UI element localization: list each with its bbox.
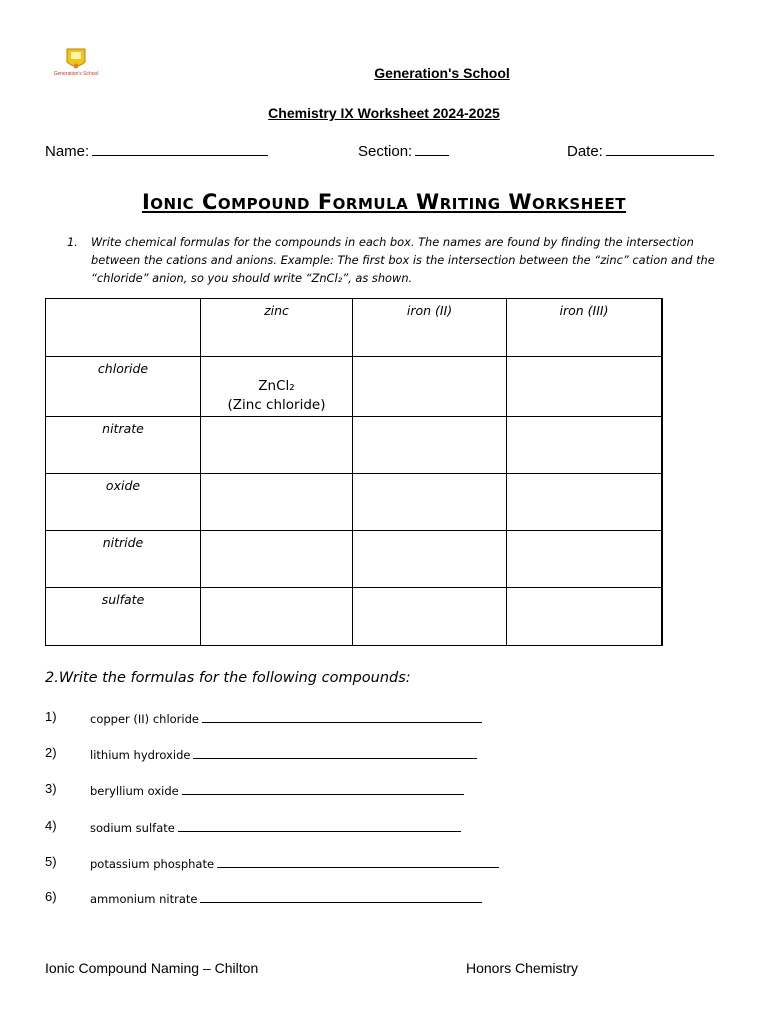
date-blank[interactable] (606, 141, 714, 156)
question-number: 4) (45, 818, 57, 833)
column-header-cell (507, 299, 663, 357)
answer-cell[interactable] (507, 531, 663, 588)
row-header-cell (46, 417, 201, 474)
question-1-number: 1. (67, 235, 78, 249)
example-answer (201, 357, 352, 415)
answer-cell[interactable] (201, 357, 353, 417)
cation-header: iron (II) (406, 303, 453, 318)
row-header-cell (46, 588, 201, 646)
answer-cell[interactable] (353, 588, 507, 646)
question-text: copper (II) chloride (90, 712, 199, 726)
example-formula: ZnCl₂ (258, 378, 295, 394)
answer-cell[interactable] (201, 417, 353, 474)
footer-right: Honors Chemistry (466, 960, 579, 976)
question-number: 6) (45, 889, 57, 904)
name-field[interactable] (45, 141, 268, 160)
question-number: 2) (45, 745, 57, 760)
question-number: 3) (45, 781, 57, 796)
section-field[interactable] (358, 141, 449, 160)
row-header-cell (46, 357, 201, 417)
name-blank[interactable] (92, 141, 268, 156)
corner-cell (46, 299, 201, 357)
worksheet-title: Ionic Compound Formula Writing Worksheet (141, 190, 627, 214)
formula-grid-table (45, 298, 663, 646)
anion-label: nitride (102, 535, 144, 550)
question-number: 5) (45, 854, 57, 869)
section-blank[interactable] (415, 141, 449, 156)
anion-label: sulfate (101, 592, 145, 607)
question-text: beryllium oxide (90, 784, 179, 798)
answer-cell[interactable] (353, 474, 507, 531)
answer-cell[interactable] (507, 588, 663, 646)
answer-cell[interactable] (507, 474, 663, 531)
column-header-cell (201, 299, 353, 357)
footer-left: Ionic Compound Naming – Chilton (45, 960, 259, 976)
name-label: Name: (45, 143, 90, 160)
answer-cell[interactable] (201, 588, 353, 646)
logo-text: Generation's School (53, 71, 99, 77)
row-header-cell (46, 474, 201, 531)
answer-cell[interactable] (201, 531, 353, 588)
column-header-cell (353, 299, 507, 357)
question-text: ammonium nitrate (90, 892, 198, 906)
answer-blank[interactable] (193, 746, 477, 759)
answer-blank[interactable] (202, 710, 482, 723)
question-number: 1) (45, 709, 57, 724)
answer-cell[interactable] (353, 417, 507, 474)
cation-header: iron (III) (559, 303, 609, 318)
question-text: lithium hydroxide (90, 748, 191, 762)
anion-label: chloride (97, 361, 149, 376)
question-1-instructions (67, 233, 717, 287)
worksheet-subtitle: Chemistry IX Worksheet 2024-2025 (268, 105, 500, 121)
question-text: sodium sulfate (90, 821, 175, 835)
answer-cell[interactable] (507, 417, 663, 474)
row-header-cell (46, 531, 201, 588)
answer-cell[interactable] (201, 474, 353, 531)
answer-blank[interactable] (178, 819, 461, 832)
question-1-text: Write chemical formulas for the compounds in each box. The names are found by finding the intersection between the cations and anions. Example: The first box is the intersection between the “zinc” cation and the “chloride” anion, so you should write “ZnCl₂”, as shown. (91, 235, 715, 285)
anion-label: nitrate (102, 421, 144, 436)
cation-header: zinc (264, 303, 289, 318)
school-name: Generation's School (374, 65, 510, 81)
example-name: (Zinc chloride) (227, 397, 326, 413)
section-label: Section: (358, 143, 413, 160)
answer-blank[interactable] (200, 890, 482, 903)
anion-label: oxide (105, 478, 141, 493)
date-field[interactable] (567, 141, 714, 160)
answer-blank[interactable] (182, 782, 464, 795)
question-text: potassium phosphate (90, 857, 215, 871)
answer-cell[interactable] (507, 357, 663, 417)
answer-blank[interactable] (217, 855, 499, 868)
section-2-heading: 2.Write the formulas for the following compounds: (45, 670, 411, 686)
answer-cell[interactable] (353, 531, 507, 588)
answer-cell[interactable] (353, 357, 507, 417)
date-label: Date: (567, 143, 603, 160)
